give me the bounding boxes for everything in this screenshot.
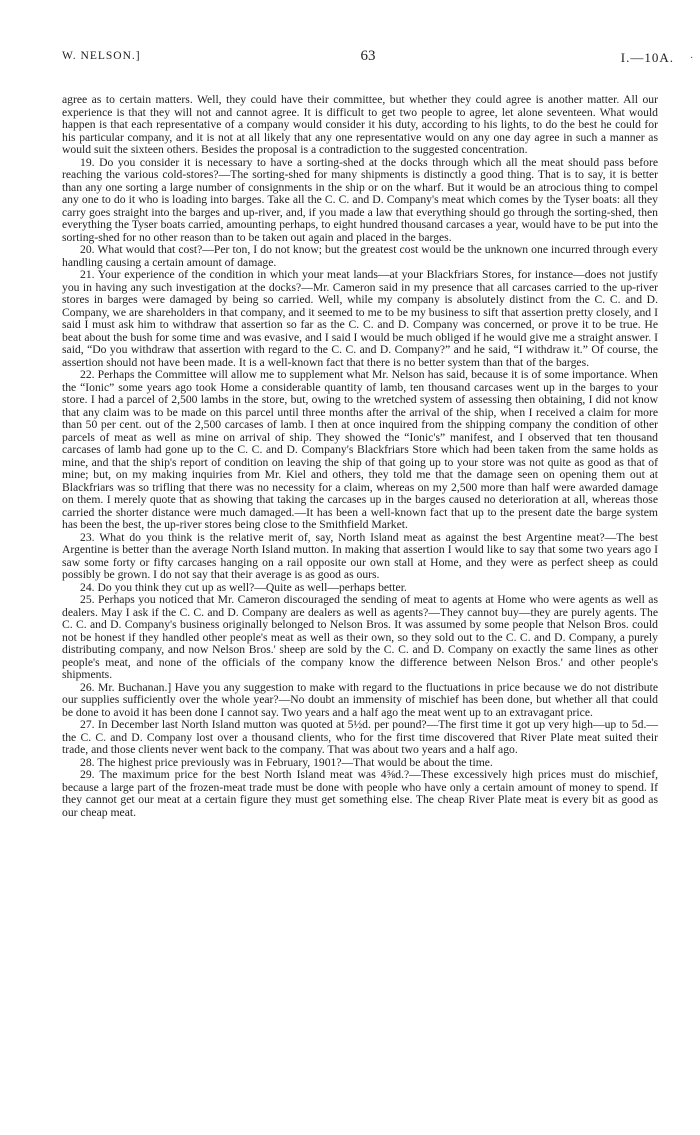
paragraph-q29: 29. The maximum price for the best North Island meat was 4⅝d.?—These excessively high prices must do mischief, because a large part of the frozen-meat trade must be done with people who have only a certain amount of money to spend. If they cannot get our meat at a certain figure they must get something else. The cheap River Plate meat is every bit as good as our cheap meat. bbox=[62, 768, 658, 819]
header-witness-name: W. NELSON.] bbox=[62, 50, 141, 62]
paragraph-q20: 20. What would that cost?—Per ton, I do not know; but the greatest cost would be the unknown one incurred through every handling causing a certain amount of damage. bbox=[62, 243, 658, 269]
paragraph-q23: 23. What do you think is the relative merit of, say, North Island meat as against the best Argentine meat?—The best Argentine is better than the average North Island mutton. In making that assertion I would like to say that some two years ago I saw some forty or fifty carcases hanging on a rail opposite our own stall at Home, and they were as perfect sheep as could possibly be grown. I do not say that their average is as good as ours. bbox=[62, 530, 658, 581]
paragraph-q24: 24. Do you think they cut up as well?—Quite as well—perhaps better. bbox=[80, 580, 407, 594]
paragraph-q21: 21. Your experience of the condition in which your meat lands—at your Blackfriars Stores, for instance—does not justify you in having any such investigation at the docks?—Mr. Cameron said in my presence that all carcases carried to the up-river stores in barges were damaged by being so carried. Well, while my company is absolutely distinct from the C. C. and D. Company, we are shareholders in that company, and it seemed to me to be my business to sift that assertion pretty closely, and I said I must ask him to withdraw that assertion so far as the C. C. and D. Company was concerned, or prove it to be true. He beat about the bush for some time and was evasive, and I said I would be much obliged if he would give me a straight answer. I said, “Do you withdraw that assertion with regard to the C. C. and D. Company?” and he said, “I withdraw it.” Of course, the assertion should not have been made. It is a well-known fact that there is no better system than that of the barges. bbox=[62, 268, 658, 369]
header-paper-reference: I.—10A. bbox=[620, 50, 674, 65]
document-body bbox=[62, 94, 658, 819]
paragraph-q19: 19. Do you consider it is necessary to have a sorting-shed at the docks through which all the meat should pass before reaching the various cold-stores?—The sorting-shed for many shipments is distinctly a good thing. That is to say, it is better than any one sorting a large number of consignments in the ship or on the wharf. But it would be an atrocious thing to compel any one to do it who is loading into barges. Take all the C. C. and D. Company's meat which comes by the Tyser boats: all they carry goes straight into the barges and up-river, and, if you made a law that everything should go through the sorting-shed, then everything the Tyser boats carried, amounting perhaps, to eight hundred thousand carcases a year, would have to be put into the sorting-shed for no other reason than to be taken out again and placed in the barges. bbox=[62, 155, 658, 244]
paragraph-q22: 22. Perhaps the Committee will allow me to supplement what Mr. Nelson has said, because it is of some importance. When the “Ionic” some years ago took Home a considerable quantity of lamb, ten thousand carcases went up in the barges to your store. I had a parcel of 2,500 lambs in the store, but, owing to the wretched system of assessing then obtaining, I did not know that any claim was to be made on this parcel until three months after the arrival of the ship, when I received a claim for more than 50 per cent. out of the 2,500 carcases of lamb. I then at once inquired from the shipping company the condition of other parcels of meat as well as mine on arrival of ship. They showed the “Ionic's” manifest, and I observed that ten thousand carcases of lamb had gone up to the C. C. and D. Company's Blackfriars Store which had been taken from the same holds as mine, and that the ship's report of condition on leaving the ship of that going up to your store was not quite as good as that of mine; but, on my making inquiries from Mr. Kiel and others, they told me that the damage seen on opening them out at Blackfriars was so trifling that there was no necessity for a claim, whereas on my 2,500 more than half were awarded damage on them. I merely quote that as showing that taking the carcases up in the barges caused no deterioration at all, whereas those carried the shorter distance were much damaged.—It has been a well-known fact that up to the present date the barge system has been the best, the up-river stores being close to the Smithfield Market. bbox=[62, 368, 658, 531]
paragraph-q28: 28. The highest price previously was in February, 1901?—That would be about the time. bbox=[80, 755, 493, 769]
margin-mark: · bbox=[690, 53, 694, 64]
paragraph-q26: 26. Mr. Buchanan.] Have you any suggestion to make with regard to the fluctuations in price because we do not distribute our supplies sufficiently over the whole year?—No doubt an immensity of mischief has been done, but whether all that could be done to avoid it has been done I cannot say. Two years and a half ago the meat went up to an extravagant price. bbox=[62, 680, 658, 719]
paragraph-q25: 25. Perhaps you noticed that Mr. Cameron discouraged the sending of meat to agents at Home who were agents as well as dealers. May I ask if the C. C. and D. Company are dealers as well as agents?—They cannot buy—they are purely agents. The C. C. and D. Company's business originally belonged to Nelson Bros. It was assumed by some people that Nelson Bros. could not be honest if they handled other people's meat as well as their own, so they sold out to the C. C. and D. Company, a purely distributing company, and now Nelson Bros.' sheep are sold by the C. C. and D. Company on exactly the same lines as other people's meat, and none of the officials of the company know the difference between Nelson Bros.' and other people's shipments. bbox=[62, 593, 658, 681]
page-header bbox=[62, 48, 674, 70]
page-number: 63 bbox=[360, 48, 376, 64]
paragraph-continuation: agree as to certain matters. Well, they could have their committee, but whether they could agree is another matter. All our experience is that they will not and cannot agree. It is difficult to get two people to agree, let alone seventeen. What would happen is that each representative of a company would consider it his duty, according to his lights, to do the best he could for his particular company, and it is not at all likely that any one representative would on any one day agree in such a manner as would suit the sixteen others. Besides the proposal is a contradiction to the suggested concentration. bbox=[62, 93, 658, 156]
paragraph-q27: 27. In December last North Island mutton was quoted at 5½d. per pound?—The first time it got up very high—up to 5d.—the C. C. and D. Company lost over a thousand clients, who for the first time discovered that River Plate meat suited their trade, and those clients never went back to the company. That was about two years and a half ago. bbox=[62, 718, 658, 756]
